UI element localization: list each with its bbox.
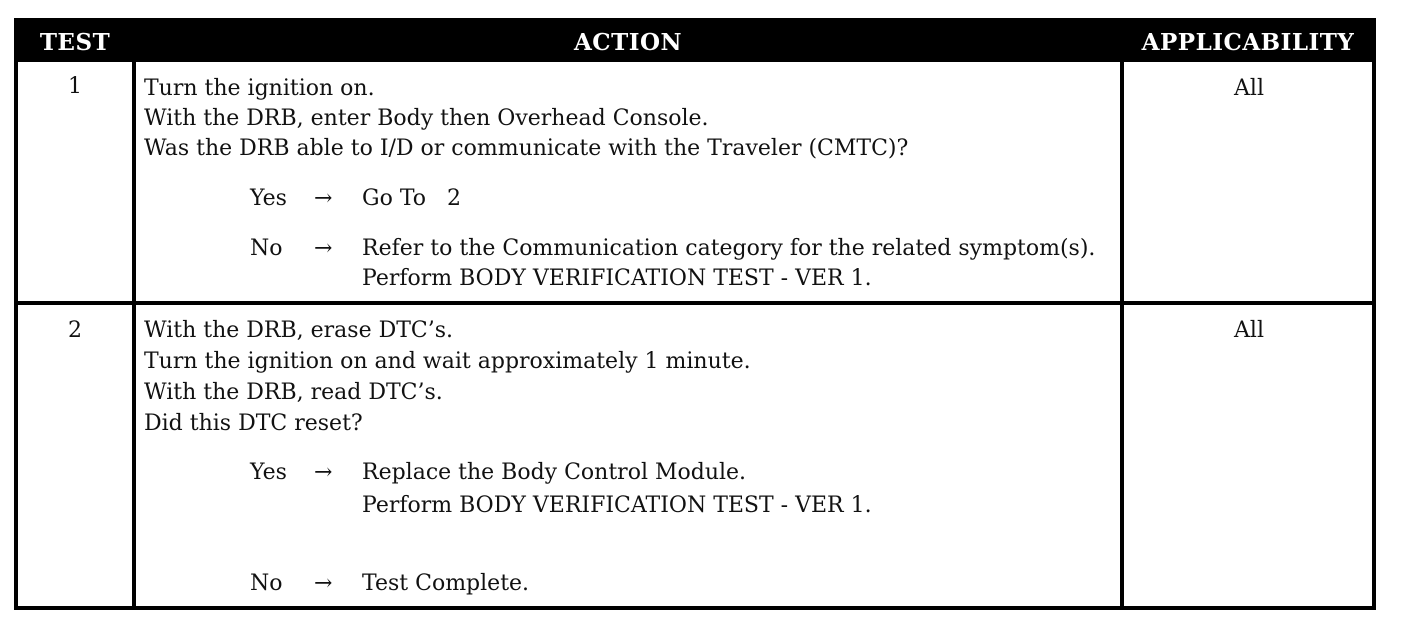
- column-divider: [132, 62, 136, 606]
- action-question: Did this DTC reset?: [144, 411, 363, 436]
- arrow-right-icon: →: [314, 186, 333, 211]
- header-test: TEST: [39, 29, 111, 56]
- table-header: [18, 22, 1372, 62]
- arrow-right-icon: →: [314, 460, 333, 485]
- arrow-right-icon: →: [314, 571, 333, 596]
- no-result: Perform BODY VERIFICATION TEST - VER 1.: [362, 266, 872, 291]
- header-applicability: APPLICABILITY: [1141, 29, 1355, 56]
- arrow-right-icon: →: [314, 236, 333, 261]
- yes-result: Perform BODY VERIFICATION TEST - VER 1.: [362, 493, 872, 518]
- yes-label: Yes: [250, 186, 287, 211]
- applicability-value: All: [1234, 76, 1264, 101]
- no-label: No: [250, 571, 283, 596]
- action-line: Turn the ignition on.: [144, 76, 375, 101]
- applicability-value: All: [1234, 318, 1264, 343]
- test-number: 1: [68, 74, 82, 99]
- test-number: 2: [68, 318, 82, 343]
- action-line: With the DRB, enter Body then Overhead Console.: [144, 106, 709, 131]
- action-line: With the DRB, read DTC’s.: [144, 380, 443, 405]
- row-divider: [18, 301, 1372, 305]
- action-line: Turn the ignition on and wait approximately 1 minute.: [144, 349, 751, 374]
- action-question: Was the DRB able to I/D or communicate with the Traveler (CMTC)?: [144, 136, 909, 161]
- yes-result: Replace the Body Control Module.: [362, 460, 747, 485]
- action-line: With the DRB, erase DTC’s.: [144, 318, 454, 343]
- no-result: Refer to the Communication category for the related symptom(s).: [362, 236, 1096, 261]
- no-result: Test Complete.: [362, 571, 530, 596]
- yes-label: Yes: [250, 460, 287, 485]
- header-action: ACTION: [573, 29, 683, 56]
- yes-result: Go To 2: [362, 186, 461, 211]
- no-label: No: [250, 236, 283, 261]
- diagnostic-test-table: [14, 18, 1376, 610]
